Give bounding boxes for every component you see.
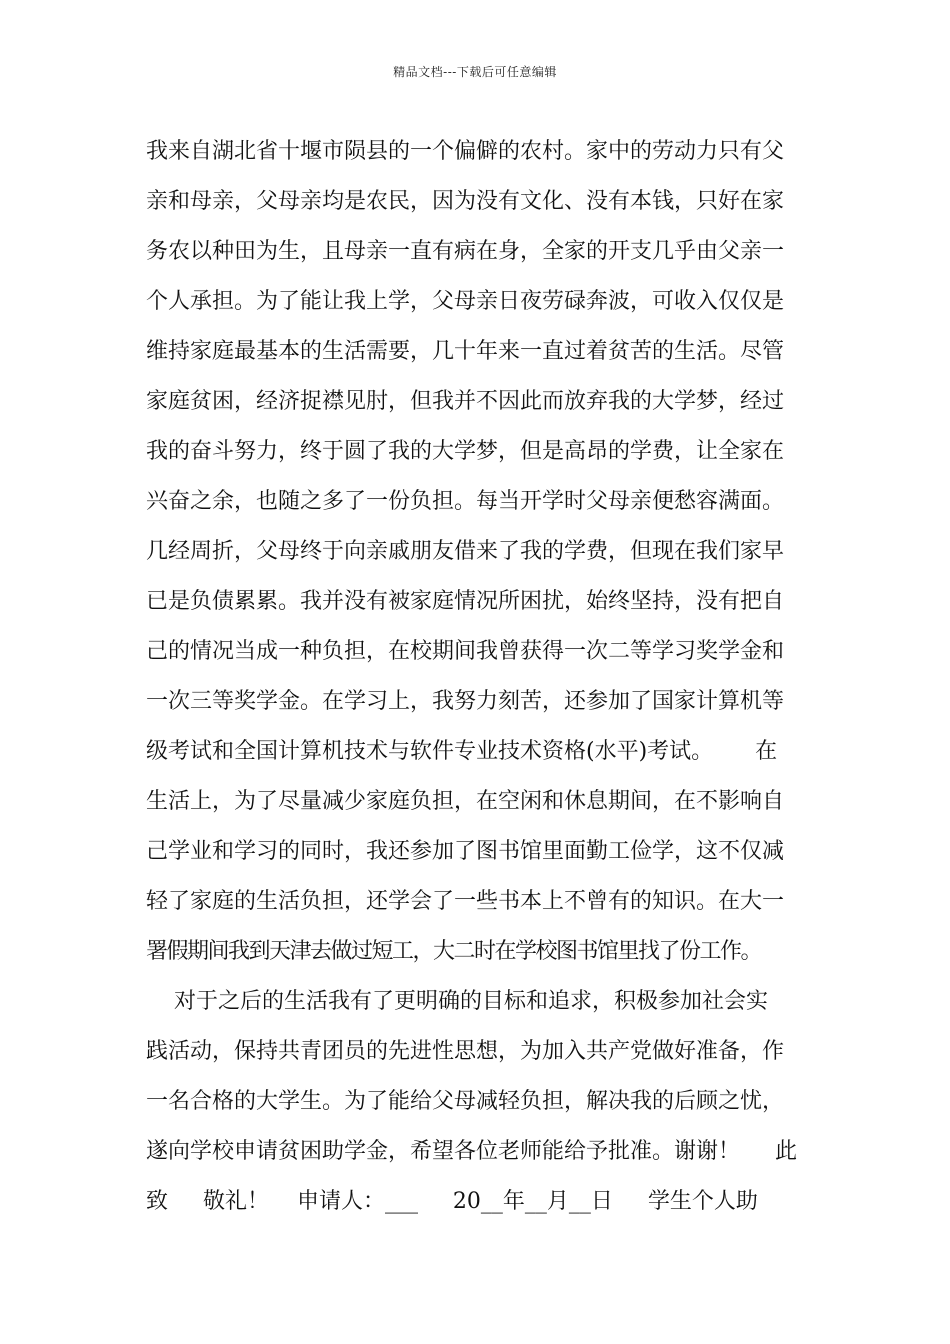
document-body (146, 127, 816, 1227)
body-line-13: 级考试和全国计算机技术与软件专业技术资格(水平)考试。 在 (146, 739, 778, 764)
body-line-5: 维持家庭最基本的生活需要，几十年来一直过着贫苦的生活。尽管 (146, 339, 785, 364)
body-line-20: 一名合格的大学生。为了能给父母减轻负担，解决我的后顾之忧， (146, 1089, 785, 1114)
body-line-19: 践活动，保持共青团员的先进性思想，为加入共产党做好准备，作 (146, 1039, 785, 1064)
body-line-15: 己学业和学习的同时，我还参加了图书馆里面勤工俭学，这不仅减 (146, 839, 785, 864)
body-line-18: 对于之后的生活我有了更明确的目标和追求，积极参加社会实 (146, 989, 768, 1014)
page-header: 精品文档---下载后可任意编辑 (393, 65, 557, 79)
body-line-7: 我的奋斗努力，终于圆了我的大学梦，但是高昂的学费，让全家在 (146, 439, 785, 464)
body-line-22: 致 敬礼！ 申请人：___ 20__年__月__日 学生个人助 (146, 1189, 758, 1214)
body-line-16: 轻了家庭的生活负担，还学会了一些书本上不曾有的知识。在大一 (146, 889, 785, 914)
body-line-2: 亲和母亲，父母亲均是农民，因为没有文化、没有本钱，只好在家 (146, 189, 785, 214)
body-line-11: 己的情况当成一种负担，在校期间我曾获得一次二等学习奖学金和 (146, 639, 785, 664)
body-line-21: 遂向学校申请贫困助学金，希望各位老师能给予批准。谢谢！ 此 (146, 1139, 797, 1164)
body-line-1: 我来自湖北省十堰市陨县的一个偏僻的农村。家中的劳动力只有父 (146, 139, 785, 164)
body-line-8: 兴奋之余，也随之多了一份负担。每当开学时父母亲便愁容满面。 (146, 489, 785, 514)
body-line-12: 一次三等奖学金。在学习上，我努力刻苦，还参加了国家计算机等 (146, 689, 785, 714)
body-line-10: 已是负债累累。我并没有被家庭情况所困扰，始终坚持，没有把自 (146, 589, 785, 614)
body-line-6: 家庭贫困，经济捉襟见肘，但我并不因此而放弃我的大学梦，经过 (146, 389, 785, 414)
body-line-17: 署假期间我到天津去做过短工，大二时在学校图书馆里找了份工作。 (146, 939, 762, 964)
body-line-4: 个人承担。为了能让我上学，父母亲日夜劳碌奔波，可收入仅仅是 (146, 289, 785, 314)
body-line-9: 几经周折，父母终于向亲戚朋友借来了我的学费，但现在我们家早 (146, 539, 785, 564)
body-line-14: 生活上，为了尽量减少家庭负担，在空闲和休息期间，在不影响自 (146, 789, 785, 814)
body-line-3: 务农以种田为生，且母亲一直有病在身，全家的开支几乎由父亲一 (146, 239, 785, 264)
